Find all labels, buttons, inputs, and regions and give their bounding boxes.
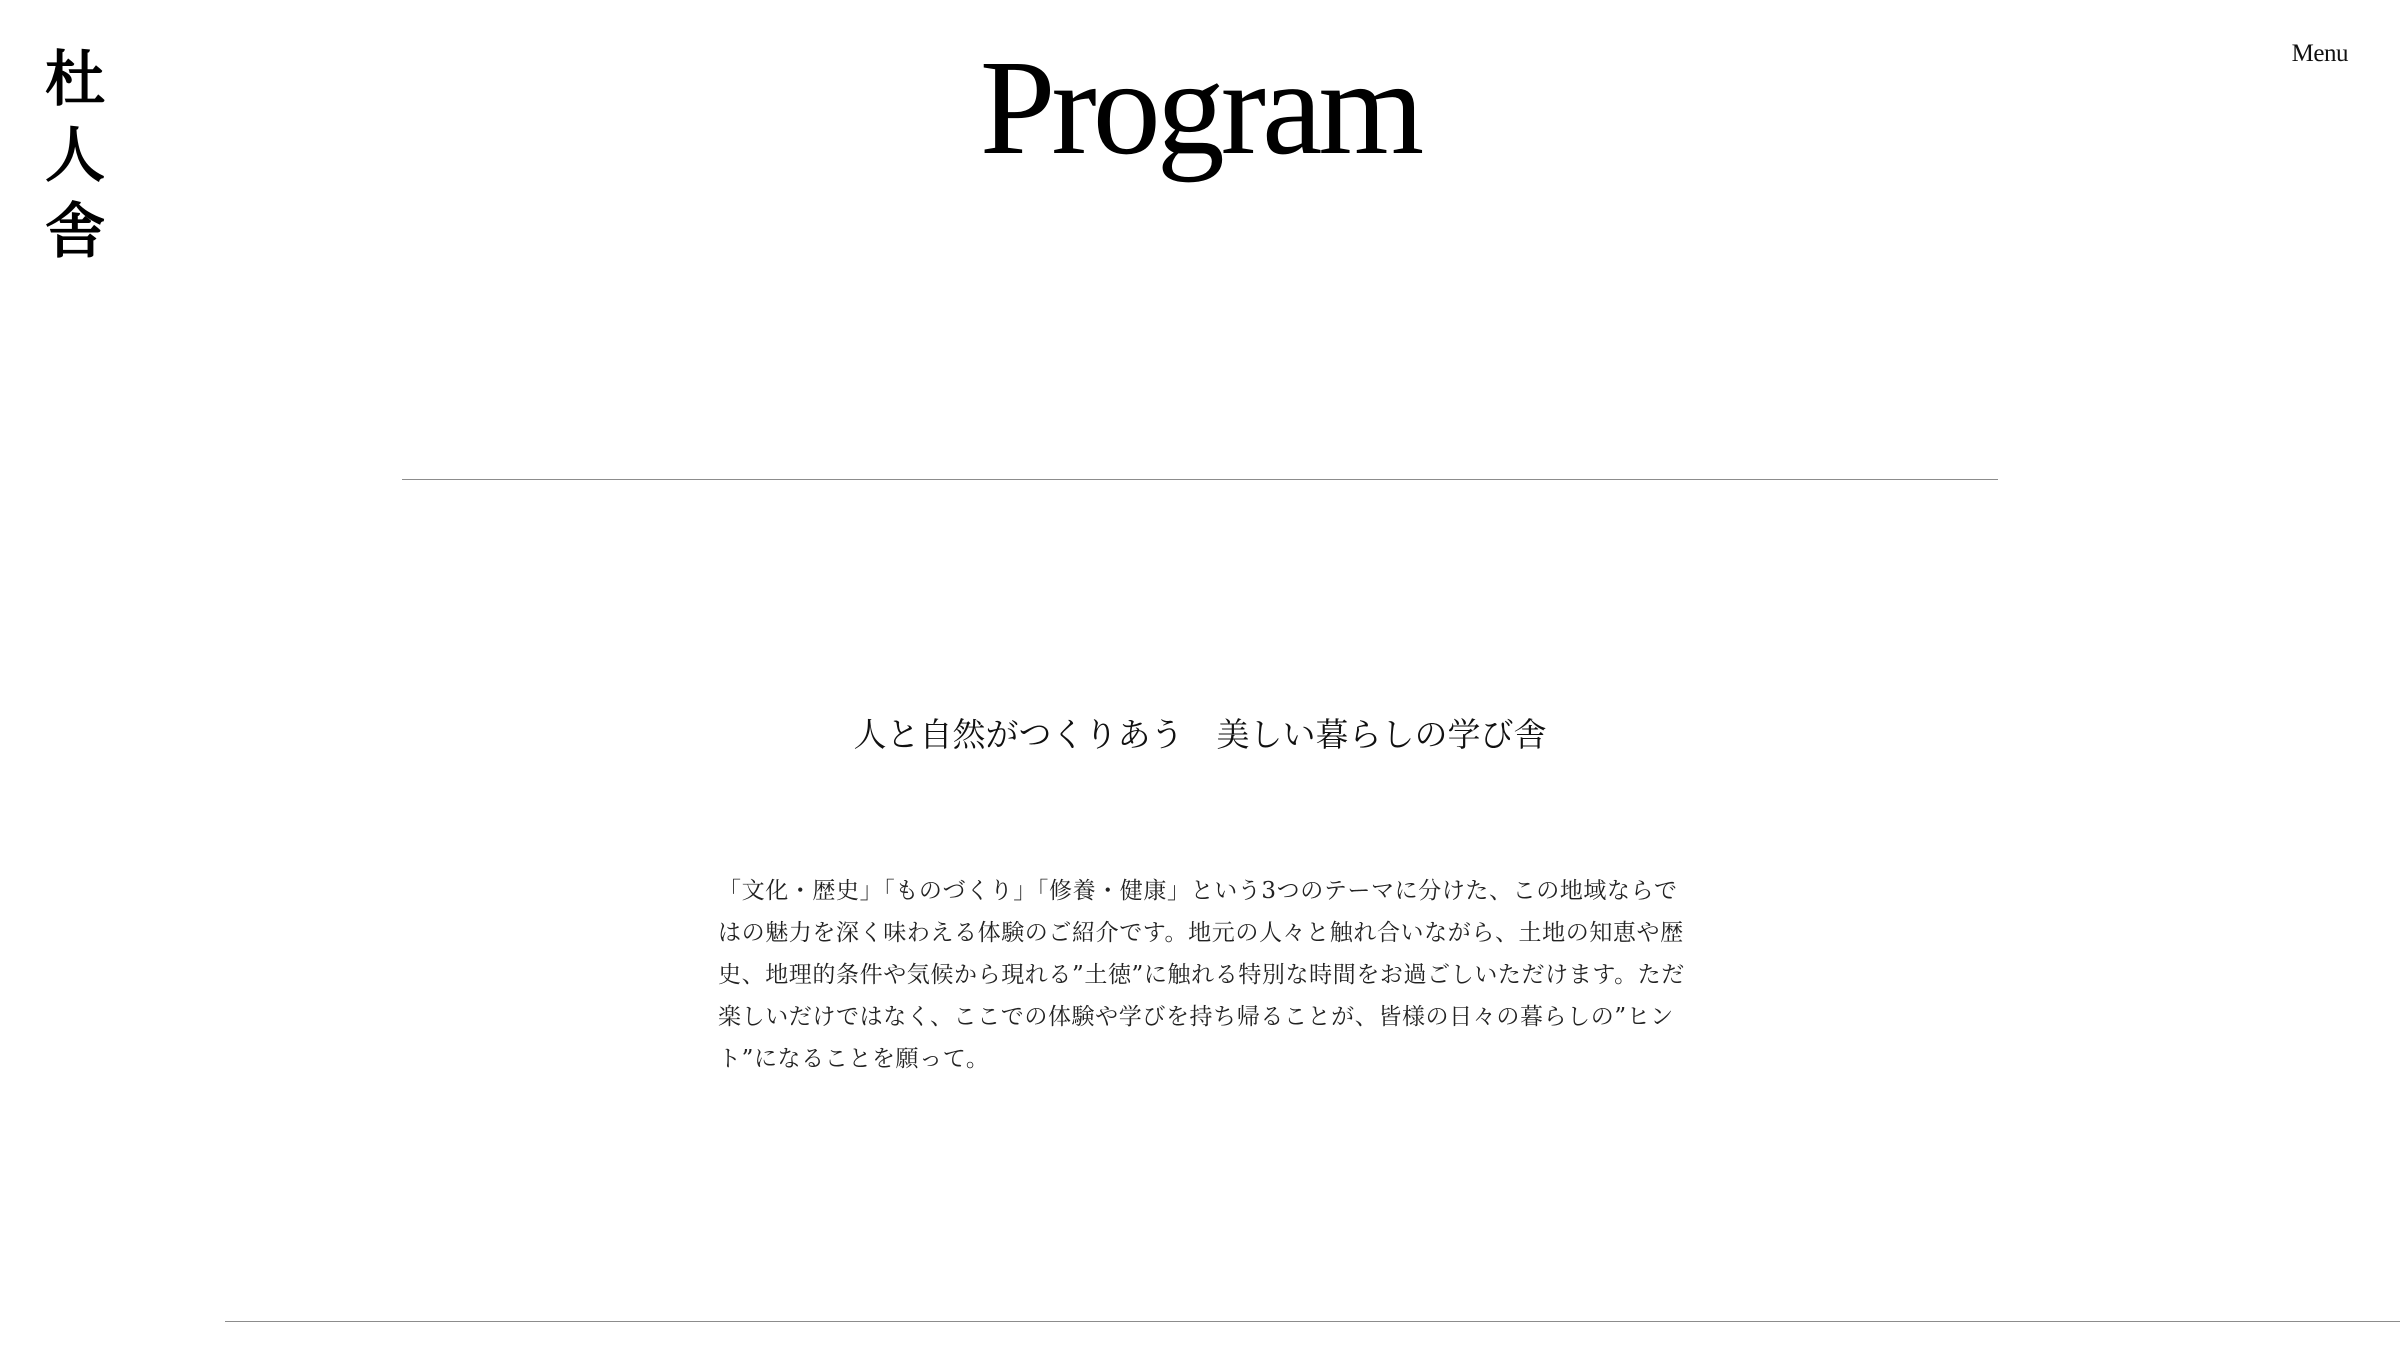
logo-char: 杜 (45, 45, 105, 115)
section-divider (225, 1321, 2400, 1322)
menu-button[interactable]: Menu (2291, 40, 2348, 67)
intro-text: 「文化・歴史」「ものづくり」「修養・健康」という3つのテーマに分けた、この地域ならではの魅力を深く味わえる体験のご紹介です。地元の人々と触れ合いながら、土地の知恵や歴史、地理的条件や気候から現れる”土徳”に触れる特別な時間をお過ごしいただけます。ただ楽しいだけではなく、ここでの体験や学びを持ち帰ることが、皆様の日々の暮らしの”ヒント”になることを願って。 (718, 878, 1685, 1072)
page-title: Program (979, 33, 1421, 183)
section-divider (402, 479, 1998, 480)
logo-char: 人 (45, 121, 105, 191)
logo-char: 舎 (45, 197, 105, 267)
intro-heading: 人と自然がつくりあう 美しい暮らしの学び舎 (853, 715, 1547, 754)
